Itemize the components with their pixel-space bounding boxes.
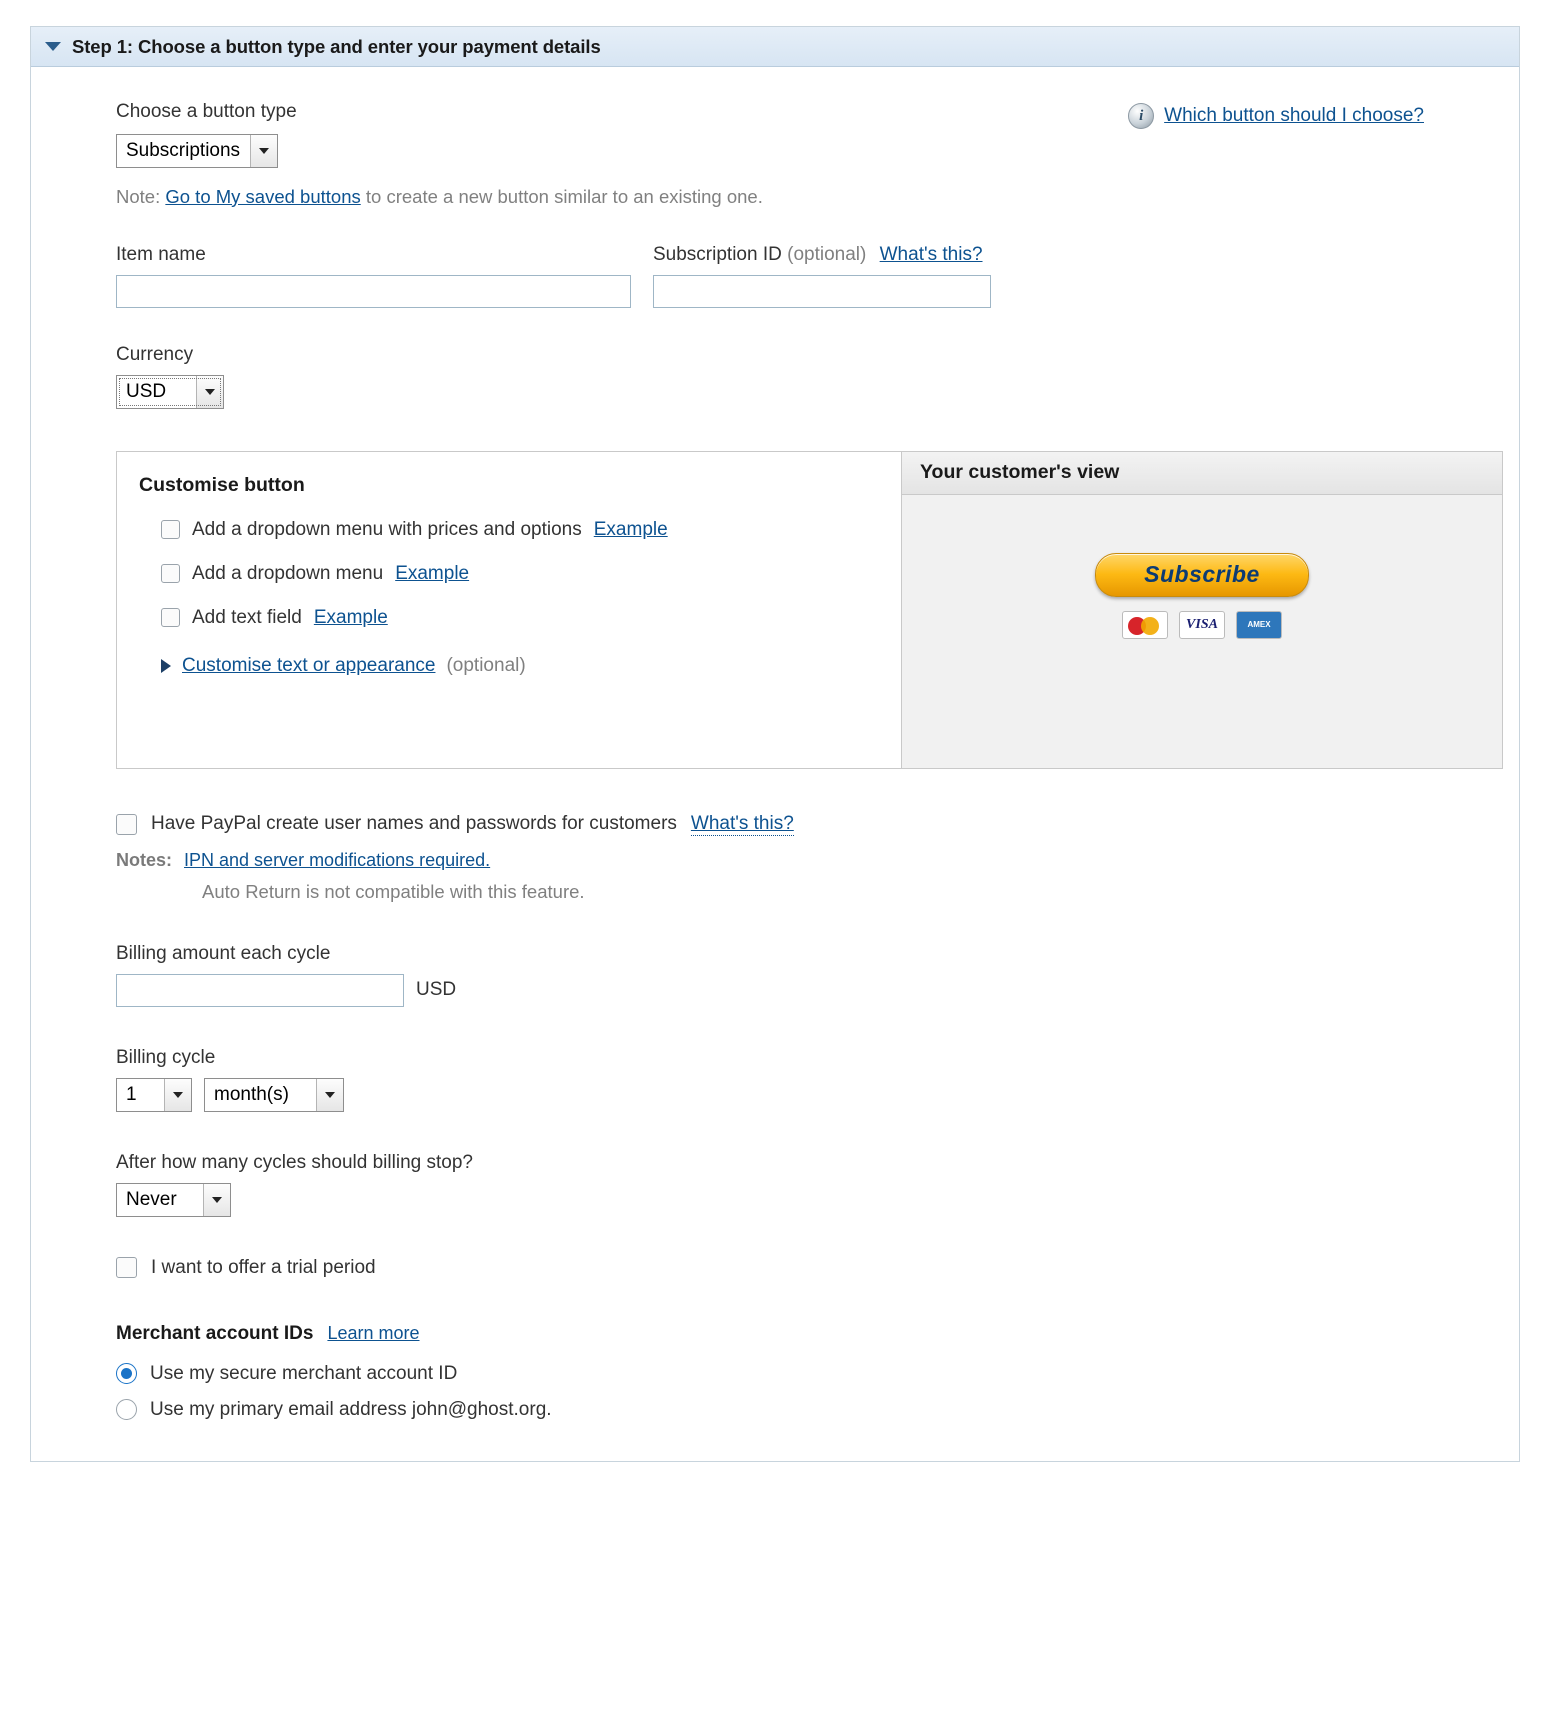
example-link-text-field[interactable]: Example bbox=[313, 606, 388, 628]
item-name-label: Item name bbox=[116, 243, 206, 265]
billing-amount-group bbox=[116, 943, 1479, 1007]
button-type-row bbox=[116, 101, 1479, 168]
customise-text-appearance-optional: (optional) bbox=[446, 654, 526, 676]
step1-body bbox=[31, 67, 1519, 1461]
visa-icon: VISA bbox=[1179, 611, 1225, 639]
info-icon: i bbox=[1128, 103, 1154, 129]
customise-option-label: Add a dropdown menu bbox=[192, 562, 384, 584]
paypal-create-accounts-row[interactable] bbox=[116, 813, 1479, 836]
name-id-row bbox=[116, 244, 1479, 308]
subscribe-button-preview: Subscribe bbox=[1095, 553, 1309, 597]
ipn-notes-link[interactable]: IPN and server modifications required. bbox=[184, 849, 491, 870]
billing-stop-select[interactable] bbox=[116, 1183, 231, 1217]
merchant-option-secure-id[interactable] bbox=[116, 1363, 1479, 1385]
billing-stop-group bbox=[116, 1152, 1479, 1217]
currency-label: Currency bbox=[116, 343, 194, 365]
chevron-down-icon[interactable] bbox=[316, 1079, 343, 1111]
subscription-id-help-link[interactable]: What's this? bbox=[879, 243, 983, 265]
billing-cycle-unit-value: month(s) bbox=[214, 1083, 289, 1105]
saved-buttons-link[interactable]: Go to My saved buttons bbox=[165, 185, 361, 207]
customise-options-panel bbox=[117, 452, 901, 768]
customise-title: Customise button bbox=[139, 473, 305, 496]
customise-text-appearance-link[interactable]: Customise text or appearance bbox=[182, 654, 436, 676]
billing-cycle-count-select[interactable] bbox=[116, 1078, 192, 1112]
customise-option-dropdown[interactable] bbox=[161, 563, 881, 585]
checkbox-text-field[interactable] bbox=[161, 608, 180, 627]
note-suffix: to create a new button similar to an existing one. bbox=[365, 185, 763, 207]
billing-stop-label: After how many cycles should billing stop? bbox=[116, 1151, 473, 1173]
checkbox-trial-period[interactable] bbox=[116, 1257, 137, 1278]
saved-buttons-note bbox=[116, 186, 1479, 208]
merchant-learn-more-link[interactable]: Learn more bbox=[327, 1322, 420, 1343]
customise-button-box bbox=[116, 451, 1503, 769]
notes-label: Notes: bbox=[116, 849, 173, 870]
customise-option-label: Add text field bbox=[192, 606, 302, 628]
customise-text-appearance-toggle[interactable] bbox=[161, 655, 881, 677]
mastercard-icon bbox=[1122, 611, 1168, 639]
merchant-account-title: Merchant account IDs bbox=[116, 1322, 314, 1344]
card-logos bbox=[1122, 611, 1282, 639]
step1-header[interactable] bbox=[31, 27, 1519, 67]
currency-group bbox=[116, 344, 1479, 409]
page-title: Step 1: Choose a button type and enter your payment details bbox=[72, 35, 601, 57]
merchant-option-label: Use my secure merchant account ID bbox=[150, 1362, 458, 1384]
checkbox-paypal-create-accounts[interactable] bbox=[116, 814, 137, 835]
customer-view-title: Your customer's view bbox=[902, 452, 1502, 495]
button-type-group bbox=[116, 101, 297, 168]
paypal-create-accounts-label: Have PayPal create user names and passwords for customers bbox=[151, 813, 677, 835]
customise-option-dropdown-prices[interactable] bbox=[161, 519, 881, 541]
checkbox-dropdown[interactable] bbox=[161, 564, 180, 583]
chevron-down-icon[interactable] bbox=[164, 1079, 191, 1111]
billing-cycle-group bbox=[116, 1047, 1479, 1112]
which-button-link[interactable]: Which button should I choose? bbox=[1164, 105, 1424, 126]
trial-period-row[interactable] bbox=[116, 1257, 1479, 1279]
chevron-down-icon[interactable] bbox=[250, 135, 277, 167]
subscription-id-group bbox=[653, 244, 991, 308]
customise-option-text-field[interactable] bbox=[161, 607, 881, 629]
radio-secure-merchant-id[interactable] bbox=[116, 1363, 137, 1384]
subscription-id-label-text: Subscription ID bbox=[653, 243, 782, 265]
billing-amount-input[interactable] bbox=[116, 974, 404, 1007]
button-type-label: Choose a button type bbox=[116, 101, 297, 122]
customise-option-label: Add a dropdown menu with prices and options bbox=[192, 518, 582, 540]
button-type-select[interactable] bbox=[116, 134, 278, 168]
paypal-create-accounts-help-link[interactable]: What's this? bbox=[690, 812, 794, 834]
chevron-down-icon[interactable] bbox=[203, 1184, 230, 1216]
note-prefix: Note: bbox=[116, 185, 161, 207]
customer-view-preview bbox=[902, 495, 1502, 768]
customer-view-panel bbox=[901, 452, 1502, 768]
chevron-down-icon[interactable] bbox=[196, 376, 223, 408]
triangle-down-icon[interactable] bbox=[45, 42, 61, 51]
billing-amount-label: Billing amount each cycle bbox=[116, 942, 331, 964]
billing-stop-value: Never bbox=[126, 1188, 177, 1210]
step1-panel bbox=[30, 26, 1520, 1462]
subscription-id-label bbox=[653, 244, 991, 266]
button-type-value: Subscriptions bbox=[126, 139, 241, 161]
item-name-input[interactable] bbox=[116, 275, 631, 308]
example-link-dropdown[interactable]: Example bbox=[395, 562, 470, 584]
currency-value: USD bbox=[126, 380, 167, 402]
billing-cycle-unit-select[interactable] bbox=[204, 1078, 344, 1112]
currency-select[interactable] bbox=[116, 375, 224, 409]
auto-return-note: Auto Return is not compatible with this feature. bbox=[202, 880, 585, 902]
radio-primary-email[interactable] bbox=[116, 1399, 137, 1420]
example-link-dropdown-prices[interactable]: Example bbox=[593, 518, 668, 540]
billing-cycle-count-value: 1 bbox=[126, 1083, 137, 1105]
merchant-option-primary-email[interactable] bbox=[116, 1399, 1479, 1421]
trial-period-label: I want to offer a trial period bbox=[151, 1256, 376, 1278]
subscription-id-optional: (optional) bbox=[787, 243, 867, 265]
billing-cycle-label: Billing cycle bbox=[116, 1046, 216, 1068]
which-button-help[interactable] bbox=[1128, 103, 1424, 129]
checkbox-dropdown-prices[interactable] bbox=[161, 520, 180, 539]
billing-amount-currency: USD bbox=[416, 979, 457, 1001]
amex-icon: AMEX bbox=[1236, 611, 1282, 639]
merchant-account-header bbox=[116, 1323, 1479, 1345]
paypal-notes-row bbox=[116, 850, 1479, 871]
subscription-id-input[interactable] bbox=[653, 275, 991, 308]
merchant-option-label: Use my primary email address john@ghost.org. bbox=[150, 1398, 552, 1420]
triangle-right-icon[interactable] bbox=[161, 659, 171, 673]
item-name-group bbox=[116, 244, 631, 308]
